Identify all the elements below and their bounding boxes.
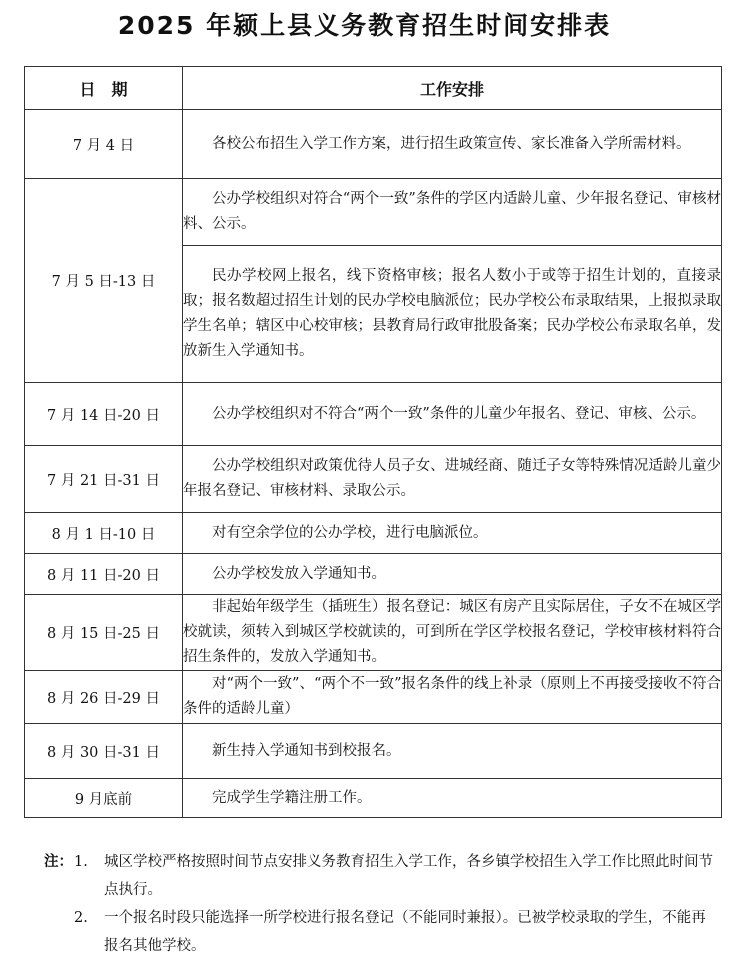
table-row bbox=[25, 110, 722, 179]
row-date: 8 月 11 日-20 日 bbox=[25, 554, 183, 595]
row-date: 8 月 1 日-10 日 bbox=[25, 513, 183, 554]
table-row bbox=[25, 383, 722, 446]
header-tasks: 工作安排 bbox=[183, 67, 722, 110]
row-task: 对有空余学位的公办学校，进行电脑派位。 bbox=[183, 513, 722, 554]
page-title: 2025 年颍上县义务教育招生时间安排表 bbox=[117, 11, 612, 40]
note-number: 1. bbox=[74, 854, 88, 870]
row-task: 非起始年级学生（插班生）报名登记：城区有房产且实际居住，子女不在城区学校就读，须转入到城区学校就读的，可到所在学区学校报名登记，学校审核材料符合招生条件的，发放入学通知书。 bbox=[183, 595, 722, 671]
row-date: 8 月 15 日-25 日 bbox=[25, 595, 183, 671]
table-row bbox=[25, 724, 722, 779]
schedule-table bbox=[24, 66, 722, 818]
table-row bbox=[25, 554, 722, 595]
row-task: 完成学生学籍注册工作。 bbox=[183, 779, 722, 818]
header-date: 日 期 bbox=[25, 67, 183, 110]
table-header-row bbox=[25, 67, 722, 110]
note-text: 一个报名时段只能选择一所学校进行报名登记（不能同时兼报）。已被学校录取的学生，不能再报名其他学校。 bbox=[104, 910, 706, 954]
note-number: 2. bbox=[74, 910, 88, 926]
notes-section bbox=[44, 848, 714, 960]
row-date: 7 月 21 日-31 日 bbox=[25, 446, 183, 513]
row-task: 公办学校组织对符合“两个一致”条件的学区内适龄儿童、少年报名登记、审核材料、公示。 bbox=[183, 179, 722, 246]
table-row bbox=[25, 446, 722, 513]
row-task: 新生持入学通知书到校报名。 bbox=[183, 724, 722, 779]
row-task: 民办学校网上报名，线下资格审核；报名人数小于或等于招生计划的，直接录取；报名数超过招生计划的民办学校电脑派位；民办学校公布录取结果，上报拟录取学生名单；辖区中心校审核；县教育局行政审批股备案；民办学校公布录取名单，发放新生入学通知书。 bbox=[183, 246, 722, 383]
note-item bbox=[44, 848, 714, 904]
table-row bbox=[25, 179, 722, 246]
row-date: 9 月底前 bbox=[25, 779, 183, 818]
note-item bbox=[44, 904, 714, 960]
notes-label: 注： bbox=[44, 853, 73, 870]
row-task: 公办学校发放入学通知书。 bbox=[183, 554, 722, 595]
row-task: 对“两个一致”、“两个不一致”报名条件的线上补录（原则上不再接受接收不符合条件的适龄儿童） bbox=[183, 671, 722, 724]
table-row bbox=[25, 595, 722, 671]
table-row bbox=[25, 513, 722, 554]
row-date: 8 月 26 日-29 日 bbox=[25, 671, 183, 724]
row-date: 7 月 14 日-20 日 bbox=[25, 383, 183, 446]
note-text: 城区学校严格按照时间节点安排义务教育招生入学工作，各乡镇学校招生入学工作比照此时间节点执行。 bbox=[104, 854, 713, 898]
row-task: 公办学校组织对政策优待人员子女、进城经商、随迁子女等特殊情况适龄儿童少年报名登记、审核材料、录取公示。 bbox=[183, 446, 722, 513]
row-date: 8 月 30 日-31 日 bbox=[25, 724, 183, 779]
row-date: 7 月 5 日-13 日 bbox=[25, 179, 183, 383]
row-task: 各校公布招生入学工作方案，进行招生政策宣传、家长准备入学所需材料。 bbox=[183, 110, 722, 179]
table-row bbox=[25, 671, 722, 724]
row-date: 7 月 4 日 bbox=[25, 110, 183, 179]
row-task: 公办学校组织对不符合“两个一致”条件的儿童少年报名、登记、审核、公示。 bbox=[183, 383, 722, 446]
table-row bbox=[25, 779, 722, 818]
